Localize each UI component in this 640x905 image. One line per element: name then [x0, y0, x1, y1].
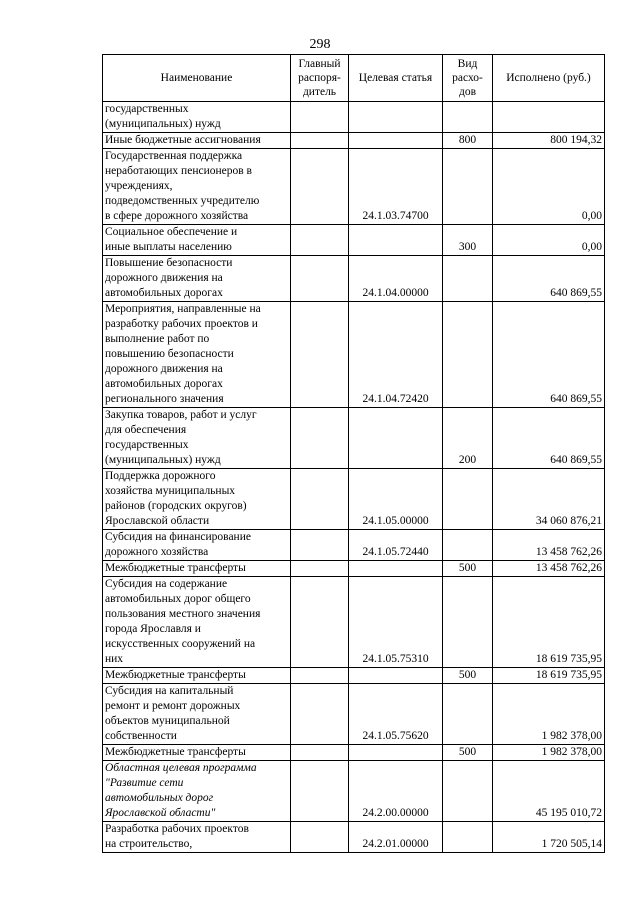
cell-target [349, 745, 443, 761]
cell-admin [291, 469, 349, 530]
cell-amount: 18 619 735,95 [493, 668, 605, 684]
cell-expense-type [443, 761, 493, 822]
cell-name: государственных (муниципальных) нужд [103, 102, 291, 133]
page-number: 298 [309, 37, 331, 52]
cell-admin [291, 684, 349, 745]
cell-expense-type [443, 577, 493, 668]
cell-admin [291, 561, 349, 577]
table-row [103, 822, 605, 853]
cell-admin [291, 761, 349, 822]
cell-admin [291, 302, 349, 408]
cell-admin [291, 225, 349, 256]
cell-name: Межбюджетные трансферты [103, 668, 291, 684]
cell-target [349, 102, 443, 133]
table-row [103, 133, 605, 149]
cell-admin [291, 408, 349, 469]
table-body [103, 102, 605, 853]
cell-name: Субсидия на финансирование дорожного хозяйства [103, 530, 291, 561]
cell-amount: 34 060 876,21 [493, 469, 605, 530]
table-row [103, 256, 605, 302]
cell-name: Субсидия на содержание автомобильных дорог общего пользования местного значения города Ярославля и искусственных сооружений на них [103, 577, 291, 668]
cell-admin [291, 102, 349, 133]
cell-target: 24.1.05.72440 [349, 530, 443, 561]
cell-target: 24.1.03.74700 [349, 149, 443, 225]
cell-expense-type [443, 530, 493, 561]
cell-name: Социальное обеспечение и иные выплаты населению [103, 225, 291, 256]
cell-expense-type [443, 102, 493, 133]
table-row [103, 302, 605, 408]
table-row [103, 408, 605, 469]
table-row [103, 102, 605, 133]
cell-name: Закупка товаров, работ и услуг для обеспечения государственных (муниципальных) нужд [103, 408, 291, 469]
header-expense-type: Вид расхо-дов [443, 55, 493, 102]
cell-target [349, 408, 443, 469]
cell-admin [291, 530, 349, 561]
cell-target [349, 225, 443, 256]
cell-amount: 1 982 378,00 [493, 684, 605, 745]
table-row [103, 577, 605, 668]
cell-name: Поддержка дорожного хозяйства муниципальных районов (городских округов) Ярославской области [103, 469, 291, 530]
cell-amount: 1 720 505,14 [493, 822, 605, 853]
cell-name: Межбюджетные трансферты [103, 745, 291, 761]
cell-target: 24.1.05.75310 [349, 577, 443, 668]
cell-name: Субсидия на капитальный ремонт и ремонт дорожных объектов муниципальной собственности [103, 684, 291, 745]
cell-amount: 640 869,55 [493, 256, 605, 302]
table-row [103, 561, 605, 577]
cell-amount: 45 195 010,72 [493, 761, 605, 822]
cell-amount: 640 869,55 [493, 302, 605, 408]
table-row [103, 668, 605, 684]
cell-target [349, 133, 443, 149]
cell-name: Разработка рабочих проектов на строительство, [103, 822, 291, 853]
cell-expense-type: 200 [443, 408, 493, 469]
cell-admin [291, 133, 349, 149]
table-header-row [103, 55, 605, 102]
table-row [103, 469, 605, 530]
cell-target: 24.1.05.75620 [349, 684, 443, 745]
cell-amount: 800 194,32 [493, 133, 605, 149]
table-row [103, 684, 605, 745]
cell-admin [291, 745, 349, 761]
cell-target [349, 561, 443, 577]
cell-amount: 1 982 378,00 [493, 745, 605, 761]
cell-name: Межбюджетные трансферты [103, 561, 291, 577]
cell-expense-type: 500 [443, 745, 493, 761]
cell-expense-type: 800 [443, 133, 493, 149]
cell-amount: 18 619 735,95 [493, 577, 605, 668]
header-name: Наименование [103, 55, 291, 102]
cell-amount [493, 102, 605, 133]
cell-expense-type: 300 [443, 225, 493, 256]
table-row [103, 530, 605, 561]
cell-admin [291, 149, 349, 225]
cell-amount: 13 458 762,26 [493, 561, 605, 577]
table-row [103, 745, 605, 761]
header-target: Целевая статья [349, 55, 443, 102]
table-row [103, 149, 605, 225]
cell-target: 24.2.01.00000 [349, 822, 443, 853]
cell-expense-type [443, 256, 493, 302]
cell-target: 24.2.00.00000 [349, 761, 443, 822]
cell-name: Повышение безопасности дорожного движения на автомобильных дорогах [103, 256, 291, 302]
cell-target: 24.1.04.00000 [349, 256, 443, 302]
cell-expense-type [443, 469, 493, 530]
cell-expense-type [443, 302, 493, 408]
cell-expense-type: 500 [443, 668, 493, 684]
cell-expense-type [443, 822, 493, 853]
cell-expense-type [443, 149, 493, 225]
cell-admin [291, 577, 349, 668]
cell-expense-type [443, 684, 493, 745]
table-row [103, 761, 605, 822]
header-amount: Исполнено (руб.) [493, 55, 605, 102]
cell-admin [291, 822, 349, 853]
cell-expense-type: 500 [443, 561, 493, 577]
cell-target [349, 668, 443, 684]
cell-admin [291, 256, 349, 302]
cell-name: Областная целевая программа "Развитие сети автомобильных дорог Ярославской области" [103, 761, 291, 822]
table-row [103, 225, 605, 256]
cell-target: 24.1.04.72420 [349, 302, 443, 408]
cell-target: 24.1.05.00000 [349, 469, 443, 530]
cell-amount: 0,00 [493, 225, 605, 256]
cell-name: Иные бюджетные ассигнования [103, 133, 291, 149]
cell-name: Государственная поддержка неработающих пенсионеров в учреждениях, подведомственных учредителю в сфере дорожного хозяйства [103, 149, 291, 225]
header-admin: Главный распоря-дитель [291, 55, 349, 102]
cell-name: Мероприятия, направленные на разработку рабочих проектов и выполнение работ по повышению безопасности дорожного движения на автомобильных дорогах регионального значения [103, 302, 291, 408]
cell-amount: 0,00 [493, 149, 605, 225]
cell-amount: 13 458 762,26 [493, 530, 605, 561]
budget-table [102, 54, 605, 853]
cell-amount: 640 869,55 [493, 408, 605, 469]
cell-admin [291, 668, 349, 684]
